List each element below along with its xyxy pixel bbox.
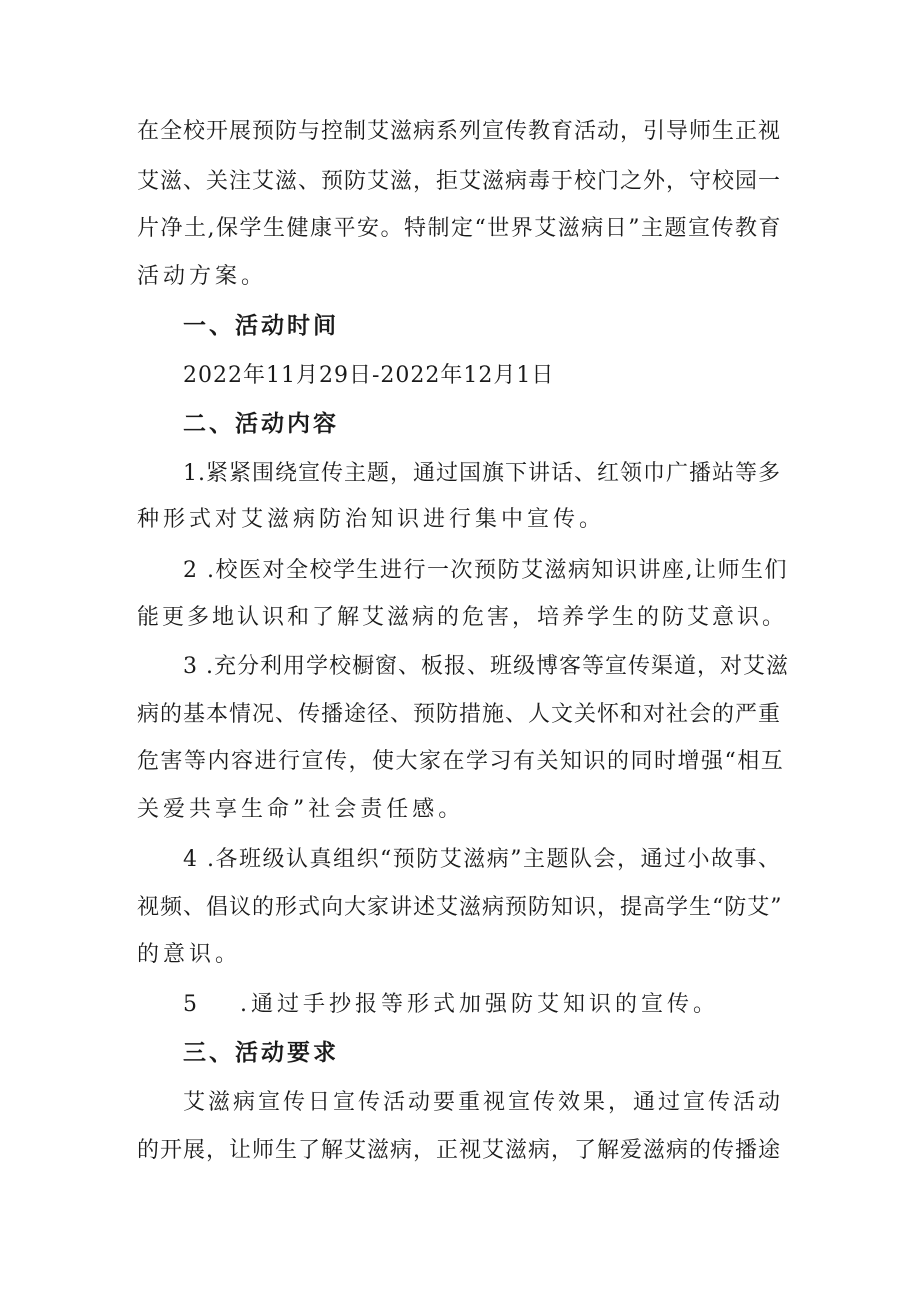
- item-4-line-1: 4 .各班级认真组织“预防艾滋病”主题队会，通过小故事、: [183, 847, 782, 872]
- item-4-line-3: 的意识。: [137, 942, 242, 967]
- item-1-line-1: 1.紧紧围绕宣传主题，通过国旗下讲话、红领巾广播站等多: [183, 461, 781, 486]
- activity-date: 2022年11月29日-2022年12月1日: [183, 363, 555, 388]
- item-2-line-1: 2 .校医对全校学生进行一次预防艾滋病知识讲座,让师生们: [183, 558, 788, 583]
- item-3-line-4: 关爱共享生命”社会责任感。: [137, 797, 465, 822]
- item-3-line-3: 危害等内容进行宣传，使大家在学习有关知识的同时增强“相互: [137, 749, 785, 774]
- item-1-line-2: 种形式对艾滋病防治知识进行集中宣传。: [137, 507, 606, 532]
- item-3-line-2: 病的基本情况、传播途径、预防措施、人文关怀和对社会的严重: [137, 702, 782, 727]
- item-5-number: 5: [183, 992, 201, 1017]
- intro-line-1: 在全校开展预防与控制艾滋病系列宣传教育活动，引导师生正视: [137, 119, 782, 144]
- item-5-text: .通过手抄报等形式加强防艾知识的宣传。: [240, 992, 719, 1017]
- intro-line-3: 片净土,保学生健康平安。特制定“世界艾滋病日”主题宣传教育: [137, 216, 782, 241]
- item-3-line-1: 3 .充分利用学校橱窗、板报、班级博客等宣传渠道，对艾滋: [183, 654, 789, 679]
- intro-line-4: 活动方案。: [137, 264, 268, 289]
- section-heading-content: 二、活动内容: [183, 411, 339, 437]
- requirements-line-2: 的开展，让师生了解艾滋病，正视艾滋病，了解爱滋病的传播途: [137, 1138, 782, 1163]
- requirements-line-1: 艾滋病宣传日宣传活动要重视宣传效果，通过宣传活动: [183, 1090, 784, 1115]
- intro-line-2: 艾滋、关注艾滋、预防艾滋，拒艾滋病毒于校门之外，守校园一: [137, 169, 782, 194]
- section-heading-time: 一、活动时间: [183, 313, 339, 339]
- item-4-line-2: 视频、倡议的形式向大家讲述艾滋病预防知识，提高学生“防艾”: [137, 895, 783, 920]
- item-2-line-2: 能更多地认识和了解艾滋病的危害，培养学生的防艾意识。: [137, 605, 788, 630]
- section-heading-requirements: 三、活动要求: [183, 1040, 339, 1066]
